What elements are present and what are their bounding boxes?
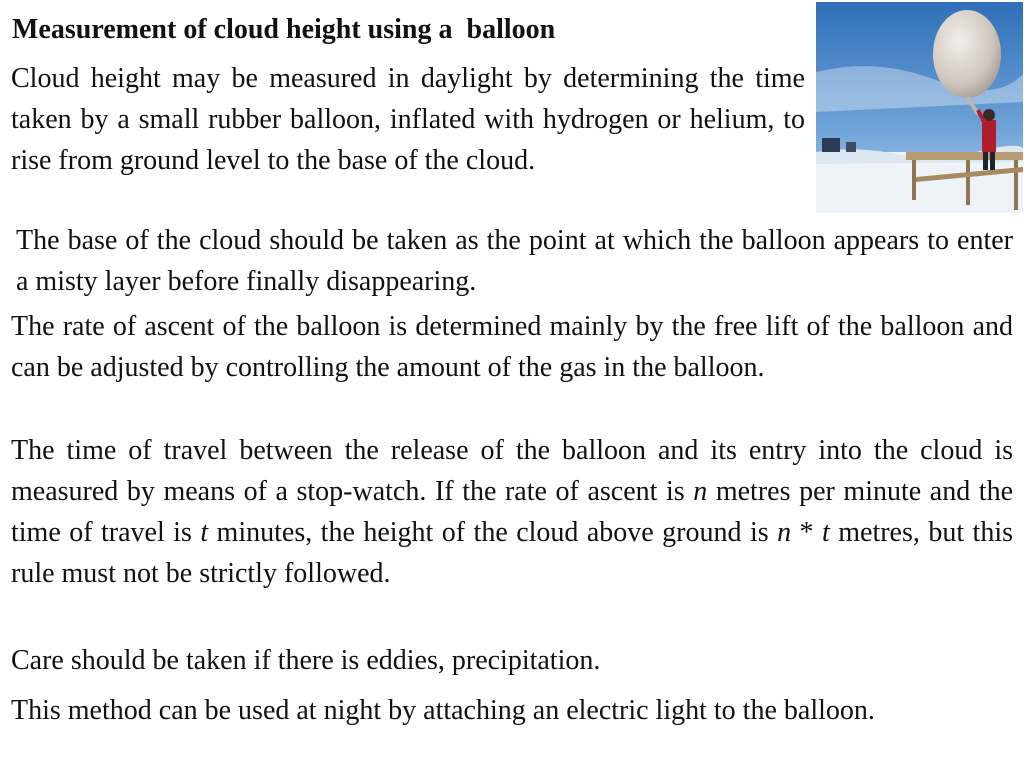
balloon-launch-photo (816, 2, 1023, 213)
paragraph-care: Care should be taken if there is eddies, precipitation. (11, 645, 601, 676)
wooden-platform (906, 152, 1023, 160)
paragraph-night-method: This method can be used at night by attaching an electric light to the balloon. (11, 695, 875, 726)
variable-n: n (693, 476, 708, 507)
variable-t-formula: t (822, 517, 830, 548)
paragraph-intro: Cloud height may be measured in daylight by determining the time taken by a small rubber balloon, inflated with hydrogen or helium, to rise from ground level to the base of the cloud. (11, 63, 805, 176)
variable-n-formula: n (777, 517, 792, 548)
person-jacket (982, 120, 996, 152)
balloon-launch-illustration (816, 2, 1023, 213)
weather-balloon (933, 10, 1001, 98)
distant-hut (846, 142, 856, 152)
distant-building (822, 138, 840, 152)
paragraph-rate-of-ascent: The rate of ascent of the balloon is determined mainly by the free lift of the balloon and can be adjusted by controlling the amount of the gas in the balloon. (11, 311, 1013, 383)
variable-t: t (200, 517, 209, 548)
page-title: Measurement of cloud height using a balloon (12, 14, 556, 45)
paragraph-time-of-travel: The time of travel between the release of the balloon and its entry into the cloud is measured by means of a stop-watch. If the rate of ascent is n metres per minute and the time of travel is t minutes, the height of the cloud above ground is n * t metres, but this rule must not be strictly followed. (11, 435, 1014, 589)
paragraph-cloud-base: The base of the cloud should be taken as the point at which the balloon appears to enter a misty layer before finally disappearing. (16, 225, 1013, 297)
